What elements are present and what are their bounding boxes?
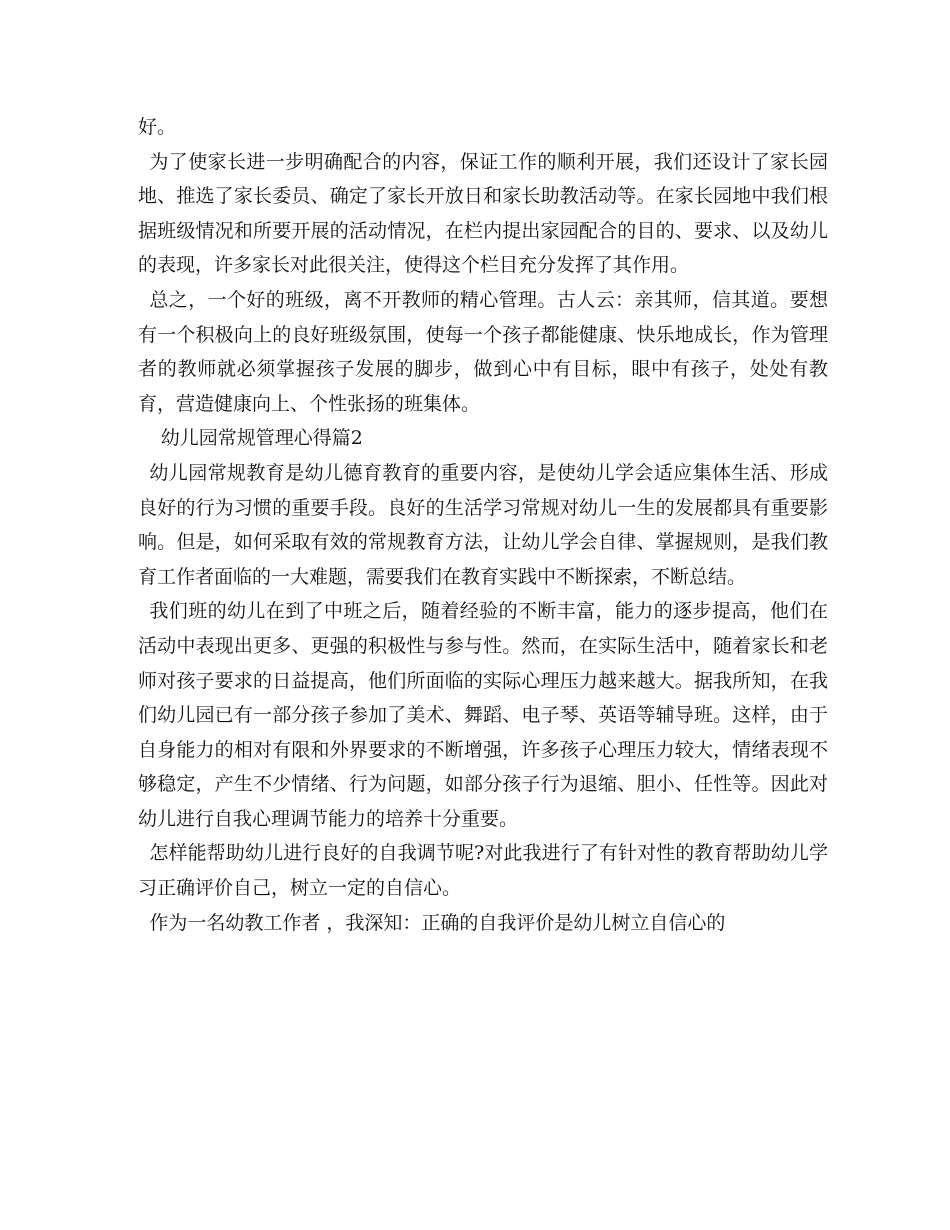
paragraph-routine-education: 幼儿园常规教育是幼儿德育教育的重要内容，是使幼儿学会适应集体生活、形成良好的行为习惯的重要手段。良好的生活学习常规对幼儿一生的发展都具有重要影响。但是，如何采取有效的常规教育方法，让幼儿学会自律、掌握规则，是我们教育工作者面临的一大难题，需要我们在教育实践中不断探索，不断总结。 bbox=[138, 461, 828, 588]
document-page bbox=[138, 110, 828, 940]
paragraph-continued: 好。 bbox=[138, 116, 177, 138]
paragraph-parent-cooperation: 为了使家长进一步明确配合的内容，保证工作的顺利开展，我们还设计了家长园地、推选了家长委员、确定了家长开放日和家长助教活动等。在家长园地中我们根据班级情况和所要开展的活动情况，在栏内提出家园配合的目的、要求、以及幼儿的表现，许多家长对此很关注，使得这个栏目充分发挥了其作用。 bbox=[138, 150, 828, 277]
paragraph-self-evaluation: 作为一名幼教工作者 ，我深知：正确的自我评价是幼儿树立自信心的 bbox=[149, 911, 726, 934]
paragraph-middle-class: 我们班的幼儿在到了中班之后，随着经验的不断丰富，能力的逐步提高，他们在活动中表现出更多、更强的积极性与参与性。然而，在实际生活中，随着家长和老师对孩子要求的日益提高，他们所面临的实际心理压力越来越大。据我所知，在我们幼儿园已有一部分孩子参加了美术、舞蹈、电子琴、英语等辅导班。这样，由于自身能力的相对有限和外界要求的不断增强，许多孩子心理压力较大，情绪表现不够稳定，产生不少情绪、行为问题，如部分孩子行为退缩、胆小、任性等。因此对幼儿进行自我心理调节能力的培养十分重要。 bbox=[138, 600, 828, 830]
section-heading: 幼儿园常规管理心得篇2 bbox=[160, 427, 363, 450]
paragraph-self-regulation: 怎样能帮助幼儿进行良好的自我调节呢?对此我进行了有针对性的教育帮助幼儿学习正确评价自己，树立一定的自信心。 bbox=[138, 842, 828, 900]
paragraph-conclusion: 总之，一个好的班级，离不开教师的精心管理。古人云：亲其师，信其道。要想有一个积极向上的良好班级氛围，使每一个孩子都能健康、快乐地成长，作为管理者的教师就必须掌握孩子发展的脚步，做到心中有目标，眼中有孩子，处处有教育，营造健康向上、个性张扬的班集体。 bbox=[138, 288, 828, 415]
